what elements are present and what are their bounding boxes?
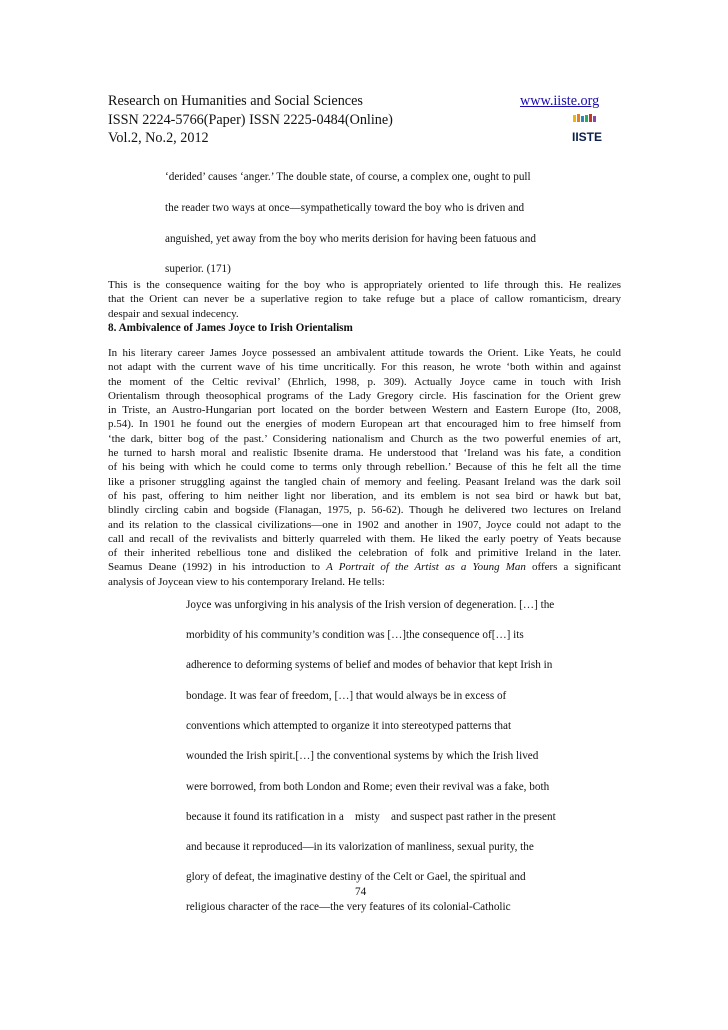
quote2-line: religious character of the race—the very features of its colonial-Catholic <box>186 901 511 913</box>
quote2-line: were borrowed, from both London and Rome; even their revival was a fake, both <box>186 781 550 793</box>
paragraph-line: not adapt with the current wave of his time uncritically. For this reason, he wrote ‘both within and against <box>108 361 621 374</box>
issn-line: ISSN 2224-5766(Paper) ISSN 2225-0484(Online) <box>108 111 393 128</box>
iiste-logo <box>572 114 602 144</box>
quote1-line: ‘derided’ causes ‘anger.’ The double state, of course, a complex one, ought to pull <box>165 171 531 183</box>
paragraph-line: he turned to harsh moral and realistic Ibsenite drama. He understood that ‘Ireland was his fate, a condition <box>108 447 621 460</box>
paragraph-line: the moment of the Celtic revival’ (Ehrlich, 1998, p. 309). Actually Joyce came in touch with Irish <box>108 375 621 388</box>
paragraph-line: in Triste, an Austro-Hungarian port located on the border between Western and Eastern Europe (Ito, 2008, <box>108 404 621 417</box>
journal-url-link[interactable]: www.iiste.org <box>520 93 600 109</box>
svg-text:IISTE: IISTE <box>572 130 602 144</box>
quote1-line: anguished, yet away from the boy who merits derision for having been fatuous and <box>165 233 536 245</box>
quote2-line: wounded the Irish spirit.[…] the conventional systems by which the Irish lived <box>186 750 539 762</box>
quote2-line: morbidity of his community’s condition was […]the consequence of[…] its <box>186 629 524 641</box>
quote2-line: Joyce was unforgiving in his analysis of the Irish version of degeneration. […] the <box>186 599 555 611</box>
paragraph-line: In his literary career James Joyce possessed an ambivalent attitude towards the Orient. Like Yeats, he could <box>108 347 621 359</box>
quote1-line: superior. (171) <box>165 263 231 275</box>
paragraph-line: This is the consequence waiting for the boy who is appropriately oriented to life through this. He realizes <box>108 279 621 291</box>
paragraph-line: analysis of Joycean view to his contemporary Ireland. He tells: <box>108 575 385 588</box>
quote2-line: glory of defeat, the imaginative destiny of the Celt or Gael, the spiritual and <box>186 871 526 883</box>
journal-title: Research on Humanities and Social Sciences <box>108 93 363 109</box>
volume-line: Vol.2, No.2, 2012 <box>108 130 209 146</box>
paragraph-line: like a prisoner struggling against the tangled chain of memory and feeling. Peasant Ireland was the dark soil <box>108 475 621 488</box>
paragraph-line: of his being with which he could come to terms only through rebellion.’ Because of this he felt all the time <box>108 461 621 474</box>
paragraph-line: despair and sexual indecency. <box>108 307 239 320</box>
paragraph-line: p.54). In 1901 he found out the energies of modern European art that encouraged him to free himself from <box>108 418 621 431</box>
body-paragraph-2 <box>108 346 621 589</box>
quote2-line: adherence to deforming systems of belief and modes of behavior that kept Irish in <box>186 659 553 671</box>
paragraph-line: call and recall of the revivalists and bitterly quarreled with them. He liked the early poetry of Yeats because <box>108 532 621 545</box>
paragraph-line: Orientalism through theosophical programs of the Lady Gregory circle. His fascination for the Orient grew <box>108 389 621 402</box>
body-paragraph-1 <box>108 278 621 321</box>
paragraph-line: ‘the dark, bitter bog of the past.’ Considering nationalism and Church as the two powerful enemies of art, <box>108 432 621 445</box>
quote2-line: conventions which attempted to organize it into stereotyped patterns that <box>186 720 512 732</box>
quote2-line: bondage. It was fear of freedom, […] that would always be in excess of <box>186 690 507 702</box>
paragraph-line: of their inherited rebellious tone and disliked the celebration of folk and primitive Ireland in the later. <box>108 547 621 560</box>
page-number: 74 <box>355 886 367 898</box>
quote1-line: the reader two ways at once—sympathetically toward the boy who is driven and <box>165 202 525 214</box>
quote2-line: and because it reproduced—in its valorization of manliness, sexual purity, the <box>186 841 534 853</box>
paragraph-line-end: offers a significant <box>525 561 621 574</box>
paragraph-line-with-title <box>108 560 621 574</box>
section-heading: 8. Ambivalence of James Joyce to Irish Orientalism <box>108 322 353 334</box>
paragraph-line: of his past, offering to him neither light nor liberation, and its emblem is not sea bird or hawk but bat, <box>108 489 621 502</box>
paragraph-line: that the Orient can never be a superlative region to take refuge but a place of callow romanticism, dreary <box>108 293 621 306</box>
book-title: A Portrait of the Artist as a Young Man <box>326 561 526 574</box>
paragraph-line: blindly circling cabin and bogside (Flanagan, 1975, p. 56-62). Though he delivered two lectures on Ireland <box>108 504 621 517</box>
paragraph-line: and its relation to the classical civilizations—one in 1902 and another in 1907, Joyce could not adapt to the <box>108 518 621 531</box>
quote2-line: because it found its ratification in a misty and suspect past rather in the present <box>186 811 556 823</box>
paragraph-line-start: Seamus Deane (1992) in his introduction to <box>108 561 327 574</box>
